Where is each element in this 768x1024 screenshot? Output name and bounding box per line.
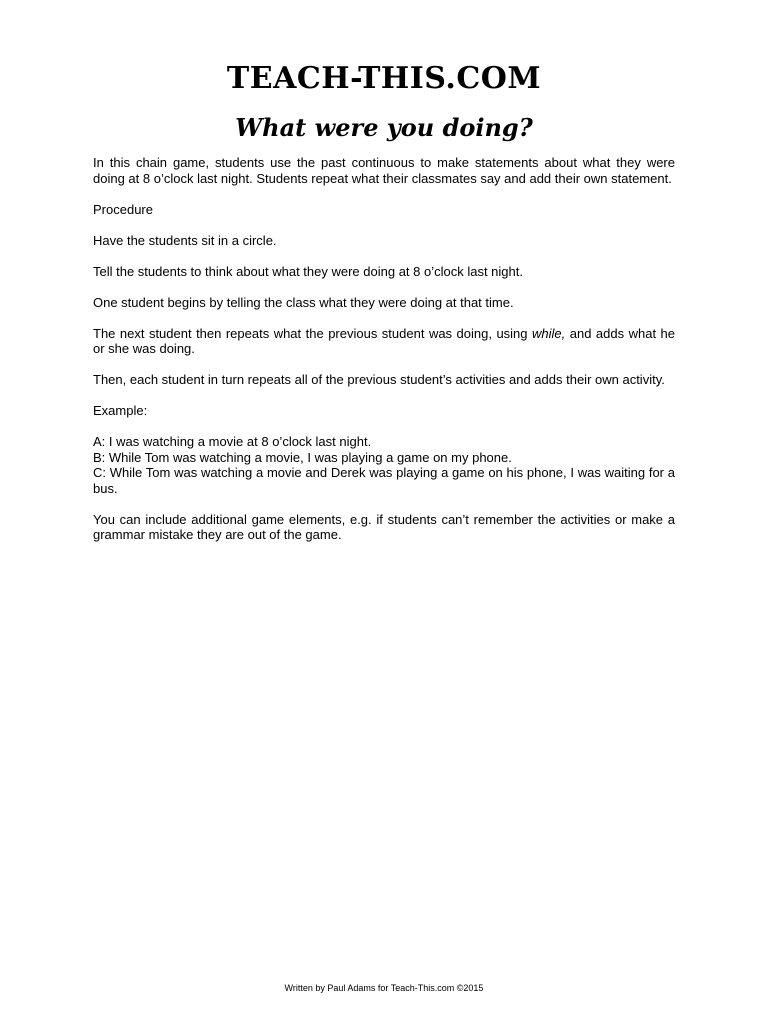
site-title: TEACH-THIS.COM <box>226 61 542 96</box>
document-body <box>93 155 675 558</box>
document-title: What were you doing? <box>235 113 533 142</box>
footer-credit: Written by Paul Adams for Teach-This.com ©2015 <box>284 983 484 993</box>
step-4-emphasis: while, <box>532 325 566 341</box>
procedure-step-3: One student begins by telling the class what they were doing at that time. <box>93 294 514 310</box>
procedure-step-5: Then, each student in turn repeats all of the previous student’s activities and adds their own activity. <box>93 372 665 387</box>
step-4-text-before: The next student then repeats what the previous student was doing, using <box>93 325 533 341</box>
procedure-step-2: Tell the students to think about what they were doing at 8 o’clock last night. <box>93 263 523 279</box>
step-4-text-after: and adds what he or she was doing. <box>93 325 675 356</box>
example-heading: Example: <box>93 403 148 418</box>
procedure-heading: Procedure <box>93 201 153 217</box>
intro-paragraph: In this chain game, students use the past continuous to make statements about what they were doing at 8 o’clock last night. Students repeat what their classmates say and add their own statement. <box>93 155 675 186</box>
closing-paragraph: You can include additional game elements, e.g. if students can’t remember the activities or make a grammar mistake they are out of the game. <box>93 511 675 542</box>
procedure-step-1: Have the students sit in a circle. <box>93 232 277 248</box>
example-line-a: A: I was watching a movie at 8 o’clock last night. <box>93 434 372 449</box>
example-line-c: C: While Tom was watching a movie and Derek was playing a game on his phone, I was waiting for a bus. <box>93 465 675 496</box>
procedure-step-4 <box>93 326 675 357</box>
example-line-b: B: While Tom was watching a movie, I was playing a game on my phone. <box>93 449 512 465</box>
